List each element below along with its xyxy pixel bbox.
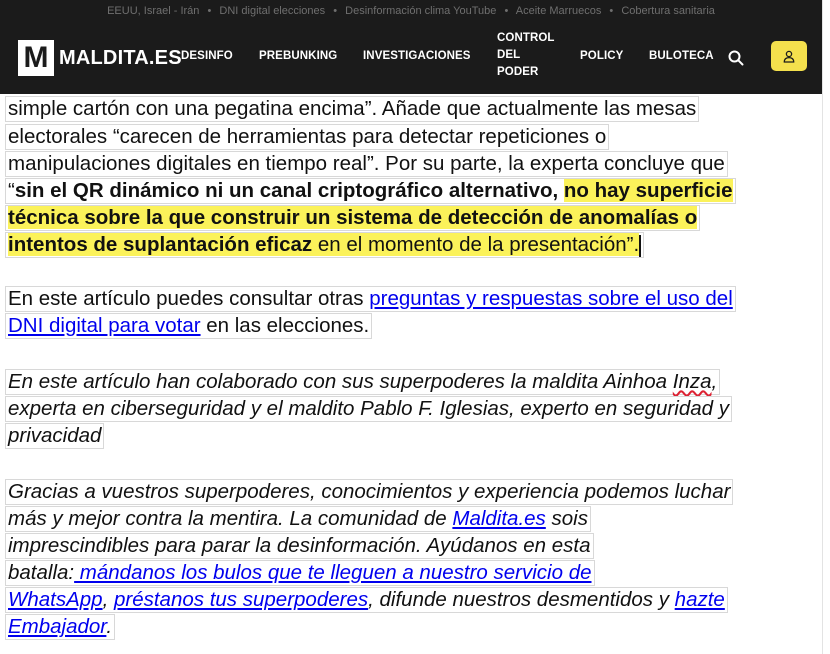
article-line xyxy=(5,178,736,204)
article-line xyxy=(5,614,115,640)
faq-link[interactable]: DNI digital para votar xyxy=(8,314,201,337)
ambassador-link[interactable]: Embajador xyxy=(8,615,107,638)
page-scrollbar-track[interactable] xyxy=(822,0,830,654)
nav-control-line: PODER xyxy=(497,66,539,78)
nav-policy[interactable]: POLICY xyxy=(580,50,624,62)
quote-open: “ xyxy=(8,179,15,202)
send-hoaxes-link[interactable]: mándanos los bulos que te lleguen a nuestro servicio de xyxy=(74,561,592,584)
nav-control-line: CONTROL xyxy=(497,32,555,44)
paragraph-text: , xyxy=(711,370,718,393)
ticker-separator: • xyxy=(333,5,338,17)
ticker-item[interactable]: Cobertura sanitaria xyxy=(621,5,715,17)
article-line xyxy=(5,560,595,586)
highlighted-text: en el momento de la presentación”. xyxy=(312,233,640,256)
article-line xyxy=(5,506,591,532)
nav-buloteca[interactable]: BULOTECA xyxy=(649,50,714,62)
site-header xyxy=(0,22,822,94)
ticker-item[interactable]: DNI digital elecciones xyxy=(219,5,326,17)
logo-mark: M xyxy=(18,40,54,76)
maldita-link[interactable]: Maldita.es xyxy=(452,507,546,530)
article-line: Gracias a vuestros superpoderes, conocimientos y experiencia podemos luchar xyxy=(5,479,733,505)
paragraph-text: batalla: xyxy=(8,561,75,584)
ticker-separator: • xyxy=(609,5,614,17)
site-logo[interactable] xyxy=(18,40,182,76)
quote-bold-text: sin el QR dinámico ni un canal criptográfico alternativo, xyxy=(14,179,564,202)
highlighted-text: técnica sobre la que construir un sistema de detección de anomalías o xyxy=(8,206,698,229)
paragraph-text: , difunde nuestros desmentidos y xyxy=(368,588,675,611)
article-line: simple cartón con una pegatina encima”. Añade que actualmente las mesas xyxy=(5,96,699,122)
ticker-separator: • xyxy=(207,5,212,17)
text-caret xyxy=(639,235,641,257)
article-line xyxy=(5,232,644,258)
ticker-item[interactable]: EEUU, Israel - Irán xyxy=(107,5,200,17)
nav-control-line: DEL xyxy=(497,49,521,61)
highlighted-text: no hay superficie xyxy=(563,179,733,202)
article-line xyxy=(5,369,720,395)
search-icon[interactable] xyxy=(727,49,745,67)
nav-prebunking[interactable]: PREBUNKING xyxy=(259,50,338,62)
paragraph-text: sois xyxy=(545,507,588,530)
user-icon xyxy=(783,50,795,63)
ticker-item[interactable]: Aceite Marruecos xyxy=(515,5,602,17)
paragraph-text: En este artículo han colaborado con sus superpoderes la maldita Ainhoa xyxy=(8,370,673,393)
article-line: electorales “carecen de herramientas para detectar repeticiones o xyxy=(5,124,609,150)
misspelled-name: Inza xyxy=(672,370,712,393)
article-line xyxy=(5,286,736,312)
article-line: privacidad xyxy=(5,423,104,449)
ambassador-link[interactable]: hazte xyxy=(674,588,725,611)
logo-text: MALDITA.ES xyxy=(59,46,182,69)
paragraph-text: en las elecciones. xyxy=(200,314,370,337)
article-line: manipulaciones digitales en tiempo real”. Por su parte, la experta concluye que xyxy=(5,151,728,177)
ticker-separator: • xyxy=(504,5,509,17)
ticker-item[interactable]: Desinformación clima YouTube xyxy=(345,5,497,17)
nav-desinfo[interactable]: DESINFO xyxy=(181,50,233,62)
superpowers-link[interactable]: préstanos tus superpoderes xyxy=(113,588,369,611)
paragraph-text: más y mejor contra la mentira. La comunidad de xyxy=(8,507,453,530)
article-line: imprescindibles para parar la desinformación. Ayúdanos en esta xyxy=(5,533,594,559)
trending-ticker xyxy=(0,0,822,22)
article-line xyxy=(5,313,372,339)
nav-control-del-poder[interactable] xyxy=(497,30,555,81)
faq-link[interactable]: preguntas y respuestas sobre el uso del xyxy=(369,287,733,310)
whatsapp-link[interactable]: WhatsApp xyxy=(8,588,103,611)
paragraph-text: En este artículo puedes consultar otras xyxy=(8,287,370,310)
highlighted-text: intentos de suplantación eficaz xyxy=(8,233,313,256)
article-line xyxy=(5,205,700,231)
article-line: experta en ciberseguridad y el maldito Pablo F. Iglesias, experto en seguridad y xyxy=(5,396,732,422)
paragraph-text: . xyxy=(106,615,113,638)
paragraph-text: , xyxy=(102,588,114,611)
nav-investigaciones[interactable]: INVESTIGACIONES xyxy=(363,50,471,62)
article-line xyxy=(5,587,728,613)
user-account-button[interactable] xyxy=(771,41,807,71)
